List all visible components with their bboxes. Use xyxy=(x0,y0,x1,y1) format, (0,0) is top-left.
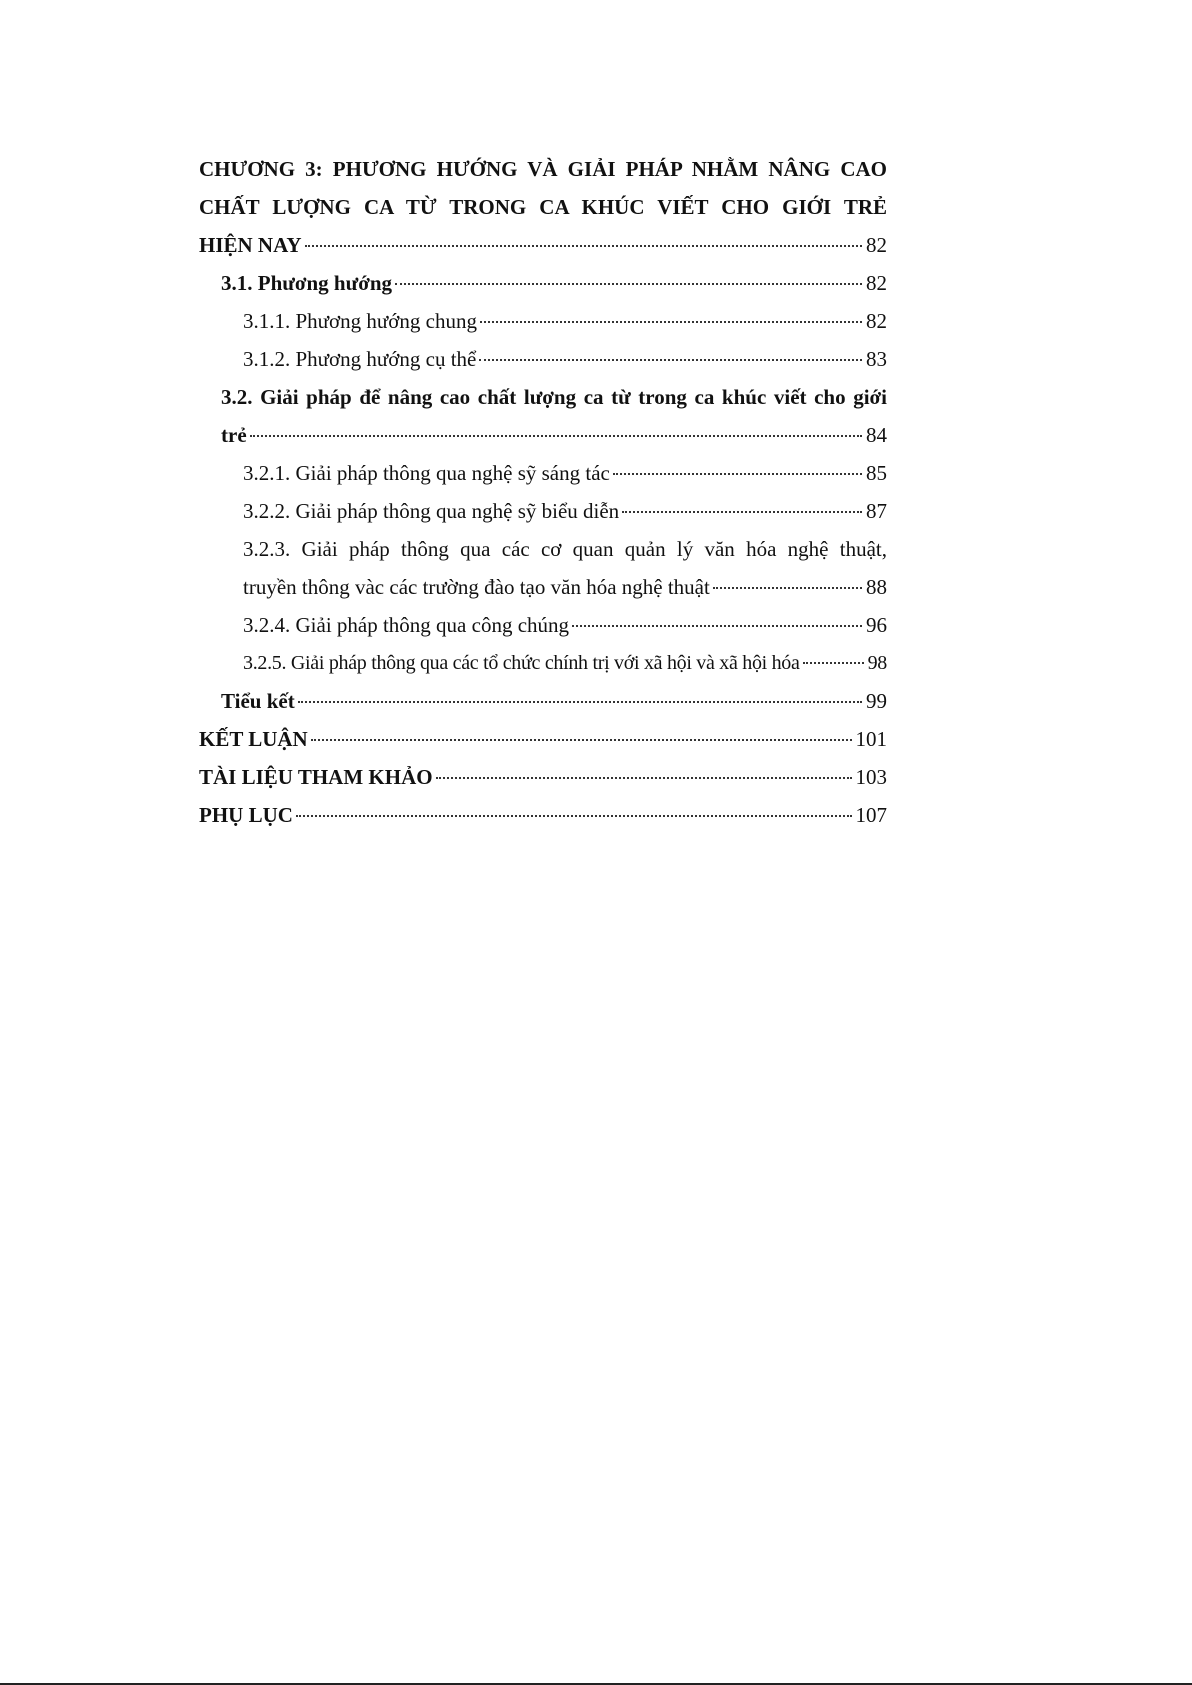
toc-entry-3-2-4[interactable] xyxy=(199,606,887,644)
toc-page-number: 99 xyxy=(866,689,887,713)
toc-entry-3-2-1[interactable] xyxy=(199,454,887,492)
toc-entry-3-1[interactable] xyxy=(199,264,887,302)
toc-page-number: 83 xyxy=(866,347,887,371)
toc-entry-ket-luan[interactable] xyxy=(199,720,887,758)
toc-entry-3-2-5[interactable] xyxy=(199,644,887,682)
toc-entry-3-2-2[interactable] xyxy=(199,492,887,530)
dot-leader xyxy=(395,283,862,285)
toc-page-number: 84 xyxy=(866,423,887,447)
toc-entry-chapter3[interactable] xyxy=(199,226,887,264)
dot-leader xyxy=(613,473,862,475)
toc-entry-label: 3.1. Phương hướng xyxy=(221,271,393,295)
dot-leader xyxy=(296,815,852,817)
toc-page-number: 82 xyxy=(866,271,887,295)
toc-page-number: 98 xyxy=(867,652,887,674)
dot-leader xyxy=(305,245,863,247)
toc-entry-label: PHỤ LỤC xyxy=(199,803,293,827)
toc-entry-3-2-3[interactable] xyxy=(199,568,887,606)
dot-leader xyxy=(713,587,862,589)
dot-leader xyxy=(480,321,862,323)
toc-entry-label: KẾT LUẬN xyxy=(199,727,308,751)
toc-page-number: 103 xyxy=(855,765,887,789)
toc-page-number: 101 xyxy=(855,727,887,751)
dot-leader xyxy=(250,435,862,437)
toc-page-number: 82 xyxy=(866,309,887,333)
toc-page-number: 82 xyxy=(866,233,887,257)
toc-3-2-3-line2: truyền thông vàc các trường đào tạo văn hóa nghệ thuật xyxy=(243,575,710,599)
dot-leader xyxy=(803,662,864,664)
dot-leader xyxy=(436,777,852,779)
toc-chapter3-line3: HIỆN NAY xyxy=(199,233,302,257)
toc-entry-3-1-2[interactable] xyxy=(199,340,887,378)
toc-entry-label: 3.2.4. Giải pháp thông qua công chúng xyxy=(243,613,570,637)
dot-leader xyxy=(572,625,862,627)
toc-3-2-line1[interactable]: 3.2. Giải pháp để nâng cao chất lượng ca từ trong ca khúc viết cho giới xyxy=(221,385,887,409)
toc-page-number: 85 xyxy=(866,461,887,485)
toc-entry-label: Tiểu kết xyxy=(221,689,295,713)
table-of-contents xyxy=(199,150,887,834)
toc-entry-tai-lieu[interactable] xyxy=(199,758,887,796)
toc-entry-label: 3.2.5. Giải pháp thông qua các tổ chức chính trị với xã hội và xã hội hóa xyxy=(243,652,800,674)
toc-entry-phu-luc[interactable] xyxy=(199,796,887,834)
toc-page-number: 96 xyxy=(866,613,887,637)
toc-3-2-line2: trẻ xyxy=(221,423,247,447)
toc-chapter3-line1[interactable]: CHƯƠNG 3: PHƯƠNG HƯỚNG VÀ GIẢI PHÁP NHẰM NÂNG CAO xyxy=(199,157,887,181)
toc-entry-tieu-ket[interactable] xyxy=(199,682,887,720)
toc-entry-label: 3.2.2. Giải pháp thông qua nghệ sỹ biểu diễn xyxy=(243,499,620,523)
dot-leader xyxy=(311,739,852,741)
toc-page-number: 88 xyxy=(866,575,887,599)
toc-page-number: 107 xyxy=(855,803,887,827)
toc-entry-label: 3.2.1. Giải pháp thông qua nghệ sỹ sáng tác xyxy=(243,461,610,485)
toc-entry-label: 3.1.1. Phương hướng chung xyxy=(243,309,477,333)
toc-page-number: 87 xyxy=(866,499,887,523)
dot-leader xyxy=(298,701,862,703)
toc-entry-label: 3.1.2. Phương hướng cụ thể xyxy=(243,347,477,371)
toc-entry-3-1-1[interactable] xyxy=(199,302,887,340)
toc-entry-label: TÀI LIỆU THAM KHẢO xyxy=(199,765,433,789)
toc-3-2-3-line1[interactable]: 3.2.3. Giải pháp thông qua các cơ quan quản lý văn hóa nghệ thuật, xyxy=(243,537,887,561)
dot-leader xyxy=(622,511,862,513)
toc-chapter3-line2[interactable]: CHẤT LƯỢNG CA TỪ TRONG CA KHÚC VIẾT CHO GIỚI TRẺ xyxy=(199,195,887,219)
toc-entry-3-2[interactable] xyxy=(199,416,887,454)
dot-leader xyxy=(479,359,862,361)
